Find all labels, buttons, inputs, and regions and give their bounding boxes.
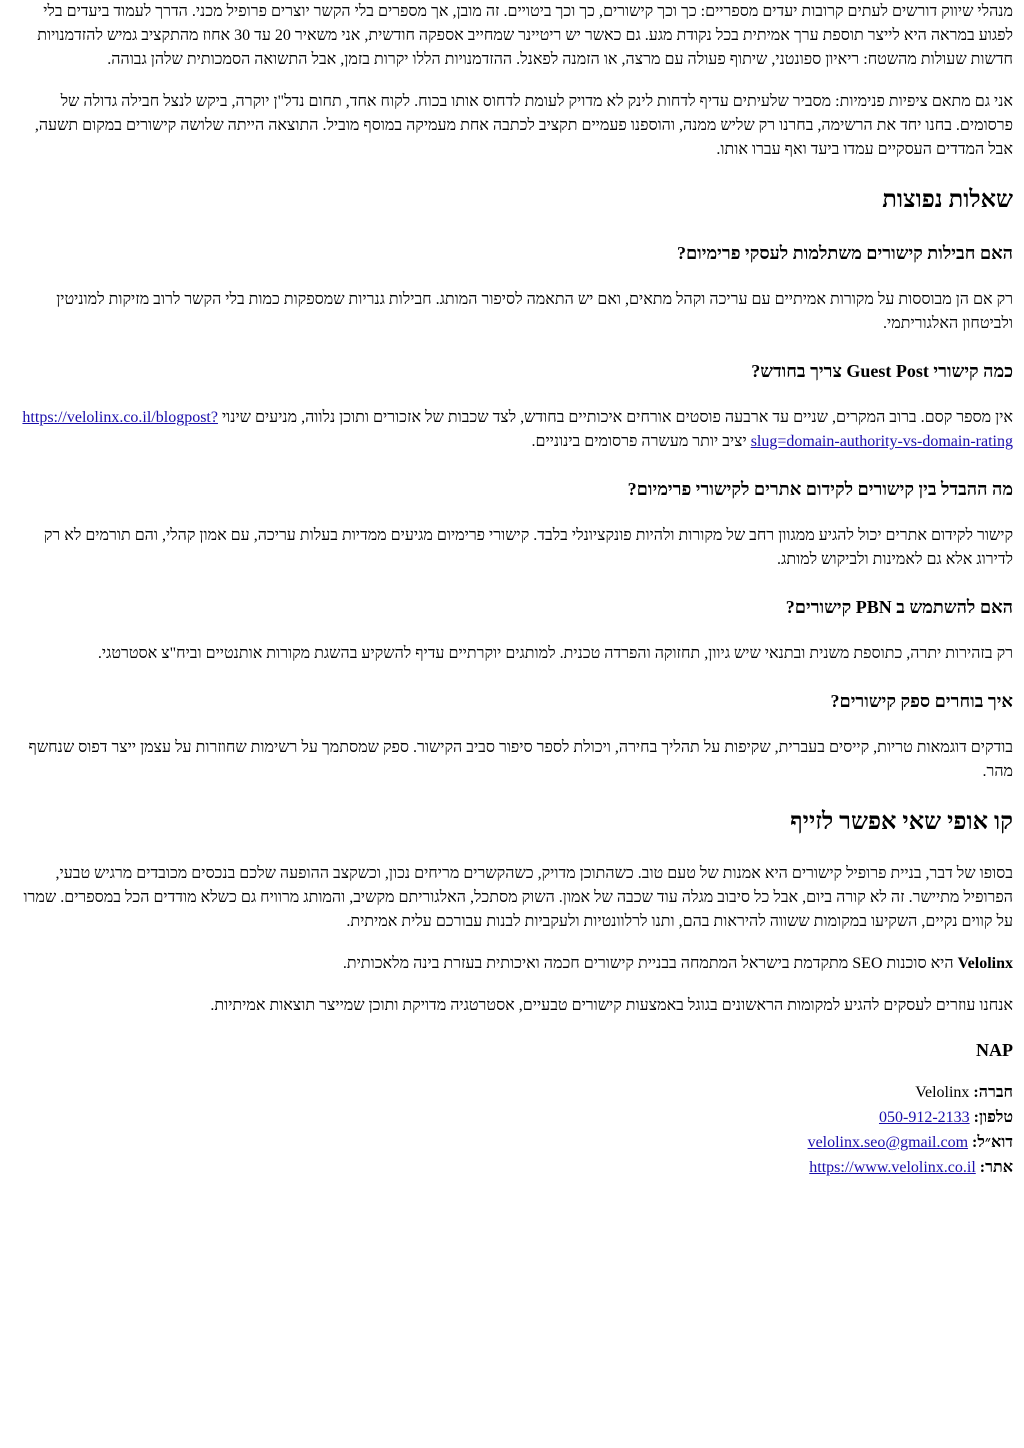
faq-answer-5: בודקים דוגמאות טריות, קייסים בעברית, שקיפות על תהליך בחירה, ויכולת לספר סיפור סביב הקישור. ספק שמסתמך על רשימות שחוזרות על עצמן ייצר דפוס שנחשף מהר. [28, 739, 1013, 780]
closing-paragraph-2-rest: היא סוכנות SEO מתקדמת בישראל המתמחה בבניית קישורים חכמה ואיכותית בעזרת בינה מלאכותית. [342, 955, 954, 972]
closing-paragraph-1: בסופו של דבר, בניית פרופיל קישורים היא אמנות של טעם טוב. כשהתוכן מדויק, כשהקשרים מריחים נכון, וכשקצב ההופעה שלכם בנכסים מכובדים מרגיש טבעי, הפרופיל מתיישר. זה לא קורה ביום, אבל כל סיבוב מגלה עוד שכבה של אמון. השוק מסתכל, האלגוריתם מקשיב, והמותג מרוויח גם כשלא מודדים הכל במספרים. שמרו על קווים נקיים, השקיעו במקומות ששווה להיראות בהם, ותנו לרלוונטיות ולעקביות לבנות עבורכם עלית אמיתית. [23, 865, 1013, 930]
nap-phone [11, 1105, 1013, 1130]
faq-answer-3: קישור לקידום אתרים יכול להגיע ממגוון רחב של מקורות ולהיות פונקציונלי בלבד. קישורי פרימיום מגיעים ממדיות בעלות עריכה, עם אמון קהלי, והם תורמים לא רק לדירוג אלא גם לאמינות ולביקוש למותג. [43, 527, 1013, 568]
nap-company-label: חברה: [973, 1084, 1013, 1101]
closing-paragraph-3: אנחנו עוזרים לעסקים להגיע למקומות הראשונים בגוגל באמצעות קישורים טבעיים, אסטרטגיה מדויקת ותוכן שמייצר תוצאות אמיתיות. [210, 997, 1013, 1014]
nap-phone-label: טלפון: [973, 1109, 1013, 1126]
intro-paragraph-1: מנהלי שיווק דורשים לעתים קרובות יעדים מספריים: כך וכך קישורים, כך וכך ביטויים. זה מובן, אך מספרים בלי הקשר יוצרים פרופיל מכני. הדרך לעמוד ביעדים בלי לפגוע במראה היא לייצר תוספת ערך אמיתית בכל נקודת מגע. גם כאשר יש ריטיינר שמחייב אספקה חודשית, אני משאיר 20 עד 30 אחוז מהתקציב גמיש להזדמנויות חדשות שעולות מהשטח: ריאיון ספונטני, שיתוף פעולה עם מרצה, או הזמנה לפאנל. ההזדמנויות הללו יקרות בזמן, אבל התשואה הסמכותית שלהן גבוהה. [37, 3, 1013, 68]
nap-heading: NAP [976, 1040, 1013, 1060]
nap-company [11, 1080, 1013, 1105]
nap-company-value: Velolinx [915, 1084, 970, 1101]
faq-question-1: האם חבילות קישורים משתלמות לעסקי פרימיום? [676, 243, 1013, 263]
faq-question-4: האם להשתמש ב PBN קישורים? [785, 597, 1013, 617]
faq-question-5: איך בוחרים ספק קישורים? [830, 691, 1013, 711]
faq-answer-4: רק בזהירות יתרה, כתוספת משנית ובתנאי שיש גיוון, תחזוקה והפרדה טכנית. למותגים יוקרתיים עדיף להשקיע בהשגת מקורות אותנטיים וביח"צ אסטרטגי. [97, 645, 1013, 662]
faq-answer-2-before: אין מספר קסם. ברוב המקרים, שניים עד ארבעה פוסטים אורחים איכותיים בחודש, לצד שכבות של אזכורים ותוכן נלווה, מניעים שינוי [221, 409, 1013, 426]
nap-site-link[interactable]: https://www.velolinx.co.il [809, 1159, 976, 1176]
nap-site [11, 1155, 1013, 1180]
nap-site-label: אתר: [979, 1159, 1013, 1176]
nap-email-link[interactable]: velolinx.seo@gmail.com [807, 1134, 969, 1151]
faq-answer-1: רק אם הן מבוססות על מקורות אמיתיים עם עריכה וקהל מתאים, ואם יש התאמה לסיפור המותג. חבילות גנריות שמספקות כמות בלי הקשר לרוב מזיקות למוניטין ולביטחון האלגוריתמי. [56, 291, 1013, 332]
closing-paragraph-2 [11, 952, 1013, 976]
nap-phone-link[interactable]: 050-912-2133 [878, 1109, 970, 1126]
faq-answer-2-link[interactable]: https://velolinx.co.il/blogpost?slug=domain-authority-vs-domain-rating [22, 409, 1013, 450]
faq-answer-2 [11, 406, 1013, 454]
faq-question-3: מה ההבדל בין קישורים לקידום אתרים לקישורי פרימיום? [627, 479, 1013, 499]
intro-paragraph-2: אני גם מתאם ציפיות פנימיות: מסביר שלעיתים עדיף לדחות לינק לא מדויק לעומת לדחוס אותו בכוח. לקוח אחד, תחום נדל"ן יוקרה, ביקש לנצל חבילה גדולה של פרסומים. בחנו יחד את הרשימה, בחרנו רק שליש ממנה, והוספנו פעמיים תקציב לכתבה אחת מעמיקה במוסף מוביל. התוצאה הייתה שלושה קישורים במקום תשעה, אבל המדדים העסקיים עמדו ביעד ואף עברו אותו. [34, 93, 1013, 158]
faq-heading: שאלות נפוצות [882, 187, 1013, 213]
nap-email-label: דוא״ל: [972, 1134, 1013, 1151]
closing-heading: קו אופי שאי אפשר לזייף [790, 809, 1013, 835]
nap-email [11, 1130, 1013, 1155]
brand-name: Velolinx [957, 955, 1013, 972]
faq-question-2: כמה קישורי Guest Post צריך בחודש? [751, 361, 1013, 381]
nap-block [11, 1080, 1013, 1180]
faq-answer-2-after: יציב יותר מעשרה פרסומים בינוניים. [531, 433, 747, 450]
